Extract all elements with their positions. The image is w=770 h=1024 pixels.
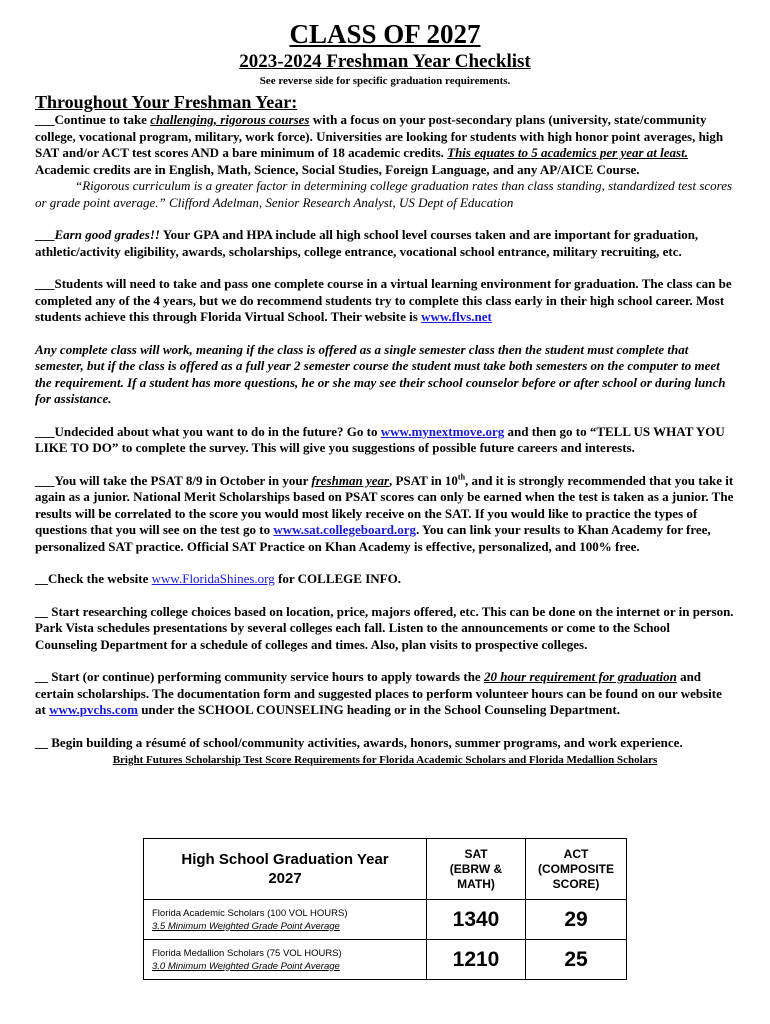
checklist-item-psat: ___You will take the PSAT 8/9 in October in your freshman year, PSAT in 10th, and it is strongly recommended that you take it again as a junior. National Merit Scholarships based on PSAT scores can only be earned when the test is taken as a junior. The results will be correlated to the score you would most likely receive on the SAT. If you would like to practice the types of questions that you will see on the test go to www.sat.collegeboard.org. You can link your results to Khan Academy for free, personalized SAT practice. Official SAT Practice on Khan Academy is effective, personalized, and 100% free.: [35, 472, 734, 554]
checklist-item-community-service: __ Start (or continue) performing community service hours to apply towards the 20 hour requirement for graduation and certain scholarships. The documentation form and suggested places to perform volunteer hours can be found on our website at www.pvchs.com under the SCHOOL COUNSELING heading or in the School Counseling Department.: [35, 669, 722, 717]
section-heading: Throughout Your Freshman Year:: [35, 92, 298, 112]
act-score-medallion: 25: [526, 940, 627, 980]
checklist-item-research-colleges: __ Start researching college choices based on location, price, majors offered, etc. This can be done on the internet or in person. Park Vista schedules presentations by several colleges each fall. Listen to the announcements or come to the School Counseling Department for a schedule of colleges and times. Also, plan visits to prospective colleges.: [35, 603, 734, 652]
reverse-side-note: See reverse side for specific graduation requirements.: [259, 75, 511, 87]
header-graduation-year: High School Graduation Year 2027: [144, 839, 427, 900]
checklist-item-undecided: ___Undecided about what you want to do in the future? Go to www.mynextmove.org and then go to “TELL US WHAT YOU LIKE TO DO” to complete the survey. This will give you suggestions of possible future careers and interests.: [35, 423, 725, 455]
checkbox-blank[interactable]: __: [35, 734, 48, 750]
page-title: CLASS OF 2027: [289, 19, 481, 49]
mynextmove-link[interactable]: www.mynextmove.org: [380, 423, 505, 439]
checkbox-blank[interactable]: __: [35, 669, 48, 684]
checklist-item-good-grades: ___Earn good grades!! Your GPA and HPA include all high school level courses taken and are important for graduation, athletic/activity eligibility, awards, scholarships, college entrance, vocational school entrance, military recruiting, etc.: [35, 227, 699, 259]
checkbox-blank[interactable]: ___: [35, 112, 55, 127]
flvs-link[interactable]: www.flvs.net: [421, 309, 492, 324]
page-subtitle: 2023-2024 Freshman Year Checklist: [239, 51, 531, 72]
scholar-label-academic: Florida Academic Scholars (100 VOL HOURS) 3.5 Minimum Weighted Grade Point Average: [144, 900, 427, 940]
checkbox-blank[interactable]: __: [35, 571, 48, 586]
checklist-item-florida-shines: __Check the website www.FloridaShines.org for COLLEGE INFO.: [35, 571, 401, 586]
sat-score-academic: 1340: [427, 900, 526, 940]
table-caption: Bright Futures Scholarship Test Score Requirements for Florida Academic Scholars and Florida Medallion Scholars: [112, 754, 658, 766]
sat-score-medallion: 1210: [427, 940, 526, 980]
header-act: ACT (COMPOSITE SCORE): [526, 839, 627, 900]
bright-futures-table: [143, 838, 627, 980]
checkbox-blank[interactable]: ___: [35, 472, 55, 488]
any-class-note: Any complete class will work, meaning if the class is offered as a single semester class then the student must complete that semester, but if the class is offered as a full year 2 semester course the student must take both semesters on the computer to meet the requirement. If a student has more questions, he or she may see their school counselor before or after school or during lunch for assistance.: [35, 341, 726, 406]
checkbox-blank[interactable]: ___: [35, 276, 55, 291]
checklist-item-resume: __ Begin building a résumé of school/community activities, awards, honors, summer programs, and work experience.: [35, 734, 683, 750]
floridashines-link[interactable]: www.FloridaShines.org: [151, 571, 275, 586]
checklist-item-rigorous-courses: ___Continue to take challenging, rigorous courses with a focus on your post-secondary plans (university, state/community college, vocational program, military, work force). Universities are looking for students with high honor point averages, high SAT and/or ACT test scores AND a bare minimum of 18 academic credits. This equates to 5 academics per year at least. Academic credits are in English, Math, Science, Social Studies, Foreign Language, and any AP/AICE Course.: [35, 112, 724, 177]
act-score-academic: 29: [526, 900, 627, 940]
graduation-year-value: 2027: [268, 870, 302, 887]
scholar-label-medallion: Florida Medallion Scholars (75 VOL HOURS) 3.0 Minimum Weighted Grade Point Average: [144, 940, 427, 980]
checklist-page: [35, 18, 735, 767]
checkbox-blank[interactable]: ___: [35, 423, 55, 439]
checkbox-blank[interactable]: __: [35, 603, 48, 619]
checkbox-blank[interactable]: ___: [35, 227, 55, 242]
pvchs-link[interactable]: www.pvchs.com: [49, 702, 138, 717]
collegeboard-link[interactable]: www.sat.collegeboard.org: [273, 522, 416, 537]
header-sat: SAT (EBRW & MATH): [427, 839, 526, 900]
adelman-quote: “Rigorous curriculum is a greater factor in determining college graduation rates than class standing, standardized test scores or grade point average.” Clifford Adelman, Senior Research Analyst, US Dept of Education: [35, 178, 733, 210]
table-header-row: [144, 839, 627, 900]
checklist-item-virtual-course: ___Students will need to take and pass one complete course in a virtual learning environment for graduation. The class can be completed any of the 4 years, but we do recommend students try to complete this class early in their high school career. Most students achieve this through Florida Virtual School. Their website is www.flvs.net: [35, 276, 732, 324]
table-row: [144, 900, 627, 940]
table-row: [144, 940, 627, 980]
